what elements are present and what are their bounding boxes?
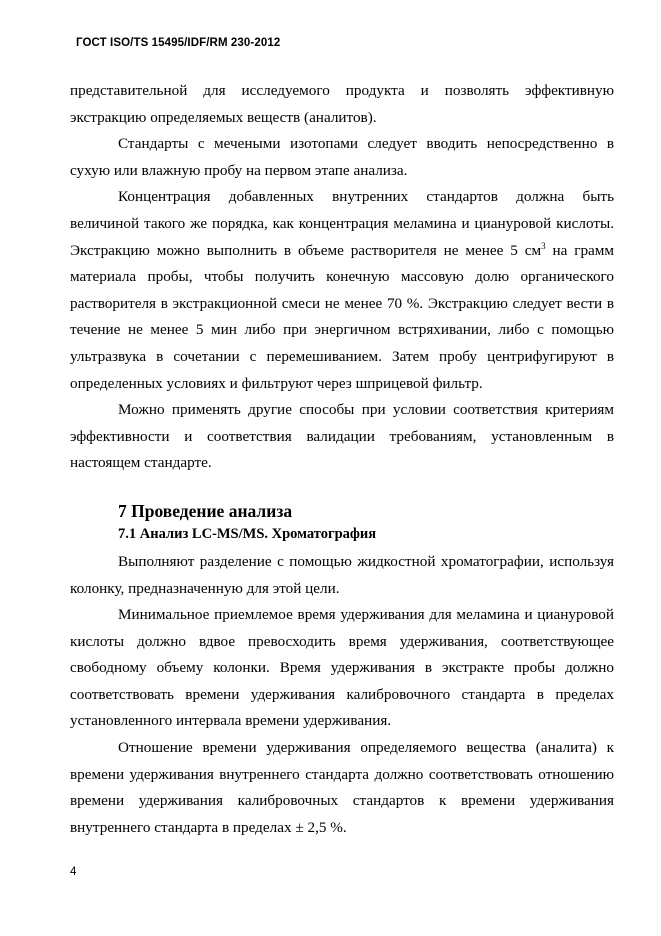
paragraph-continuation: представительной для исследуемого продукта и позволять эффективную экстракцию определяемых веществ (аналитов). [70, 82, 614, 126]
paragraph-separation: Выполняют разделение с помощью жидкостной хроматографии, используя колонку, предназначенную для этой цели. [70, 552, 614, 597]
document-header: ГОСТ ISO/TS 15495/IDF/RM 230-2012 [76, 37, 281, 49]
paragraph-internal-standards-part2: на грамм материала пробы, чтобы получить конечную массовую долю органического растворителя в экстракционной смеси не менее 70 %. Экстракцию следует вести в течение не менее 5 мин либо при энергичном встряхивании, либо с помощью ультразвука в сочетании с перемешиванием. Затем пробу центрифугируют в определенных условиях и фильтруют через шприцевой фильтр. [70, 241, 614, 392]
superscript-cubic: 3 [541, 240, 546, 251]
paragraph-retention-ratio: Отношение времени удерживания определяемого вещества (аналита) к времени удерживания внутреннего стандарта должно соответствовать отношению времени удерживания калибровочных стандартов к времени удерживания внутреннего стандарта в пределах ± 2,5 %. [70, 739, 614, 836]
paragraph-internal-standards-part1: Концентрация добавленных внутренних стандартов должна быть величиной такого же порядка, как концентрация меламина и циануровой кислоты. Экстракцию можно выполнить в объеме растворителя не менее 5 см [70, 188, 614, 259]
subsection-heading: 7.1 Анализ LC-MS/MS. Хроматография [118, 525, 377, 542]
paragraph-internal-standards [70, 184, 614, 397]
page-number: 4 [70, 866, 77, 878]
paragraph-other-methods: Можно применять другие способы при условии соответствия критериям эффективности и соответствия валидации требованиям, установленным в настоящем стандарте. [70, 401, 614, 472]
section-heading: 7 Проведение анализа [118, 500, 293, 521]
paragraph-retention-time: Минимальное приемлемое время удерживания для меламина и циануровой кислоты должно вдвое превосходить время удерживания, соответствующее свободному объему колонки. Время удерживания в экстракте пробы должно соответствовать времени удерживания калибровочного стандарта в пределах установленного интервала времени удерживания. [70, 606, 614, 730]
paragraph-isotope-standards: Стандарты с мечеными изотопами следует вводить непосредственно в сухую или влажную пробу на первом этапе анализа. [70, 135, 614, 179]
document-body [70, 78, 614, 841]
